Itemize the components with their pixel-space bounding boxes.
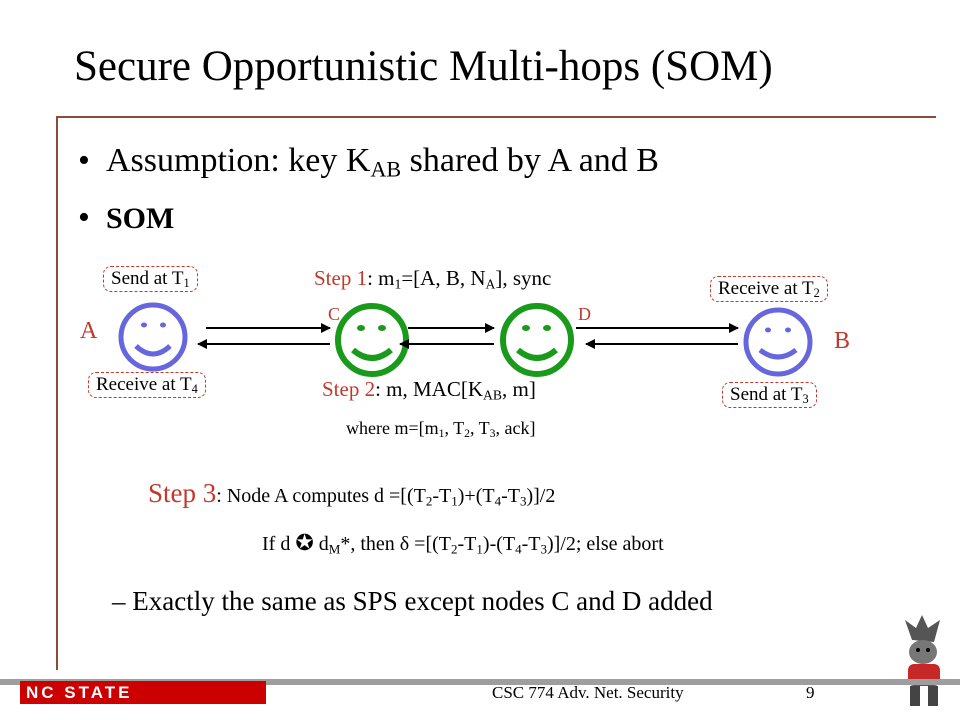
step-1-message: Step 1: $m_1=[A$, B, $N_A$], sync	[314, 266, 552, 292]
bullet-marker: •	[78, 142, 90, 179]
step-3-computation: Step 3: Node A computes $d =[(T_2-T_1)+(T_4-T_3)]/2$	[148, 478, 556, 509]
label-receive-t4: Receive at $T_4$	[88, 372, 206, 398]
bullet-text-end: shared by A and B	[401, 142, 659, 179]
page-number: 9	[806, 683, 815, 702]
comparison-glyph-icon: ✪	[295, 530, 314, 555]
double-arrow-icon	[400, 328, 494, 344]
bullet-sub: AB	[370, 156, 402, 182]
node-b-label: B	[834, 328, 851, 354]
node-c-label: C	[328, 304, 341, 324]
sub-bullet-note: – Exactly the same as SPS except nodes C and D added	[112, 586, 713, 616]
bullet-text: SOM	[106, 202, 175, 235]
slide-title: Secure Opportunistic Multi-hops (SOM)	[74, 43, 773, 90]
footer-course: CSC 774 Adv. Net. Security	[492, 683, 684, 702]
smiley-face-icon	[121, 305, 185, 369]
node-a-label: A	[80, 318, 98, 344]
nc-state-logo: NC STATE UNIVERSITY	[20, 681, 266, 704]
wolf-mascot-icon	[905, 615, 940, 706]
where-clause: where $m=[m_1$, $T_2$, $T_3$, ack]	[346, 418, 536, 440]
label-send-t1: Send at $T_1$	[103, 266, 198, 292]
node-d-label: D	[578, 304, 591, 324]
label-receive-t2: Receive at $T_2$	[710, 276, 828, 302]
smiley-face-icon	[338, 306, 406, 374]
double-arrow-icon	[198, 328, 330, 344]
bullet-marker: •	[78, 199, 90, 236]
bullet-text: Assumption: key K	[106, 142, 371, 179]
step-2-message: Step 2: m, $MAC[K_{AB}$, m]	[322, 377, 536, 403]
condition-line: If d ✪ $d_M*$, then $\delta =[(T_2-T_1)-(T_4-T_3)]/2$; else abort	[262, 530, 664, 557]
smiley-face-icon	[746, 310, 810, 374]
smiley-face-icon	[503, 306, 571, 374]
label-send-t3: Send at $T_3$	[722, 382, 817, 408]
double-arrow-icon	[576, 328, 738, 344]
